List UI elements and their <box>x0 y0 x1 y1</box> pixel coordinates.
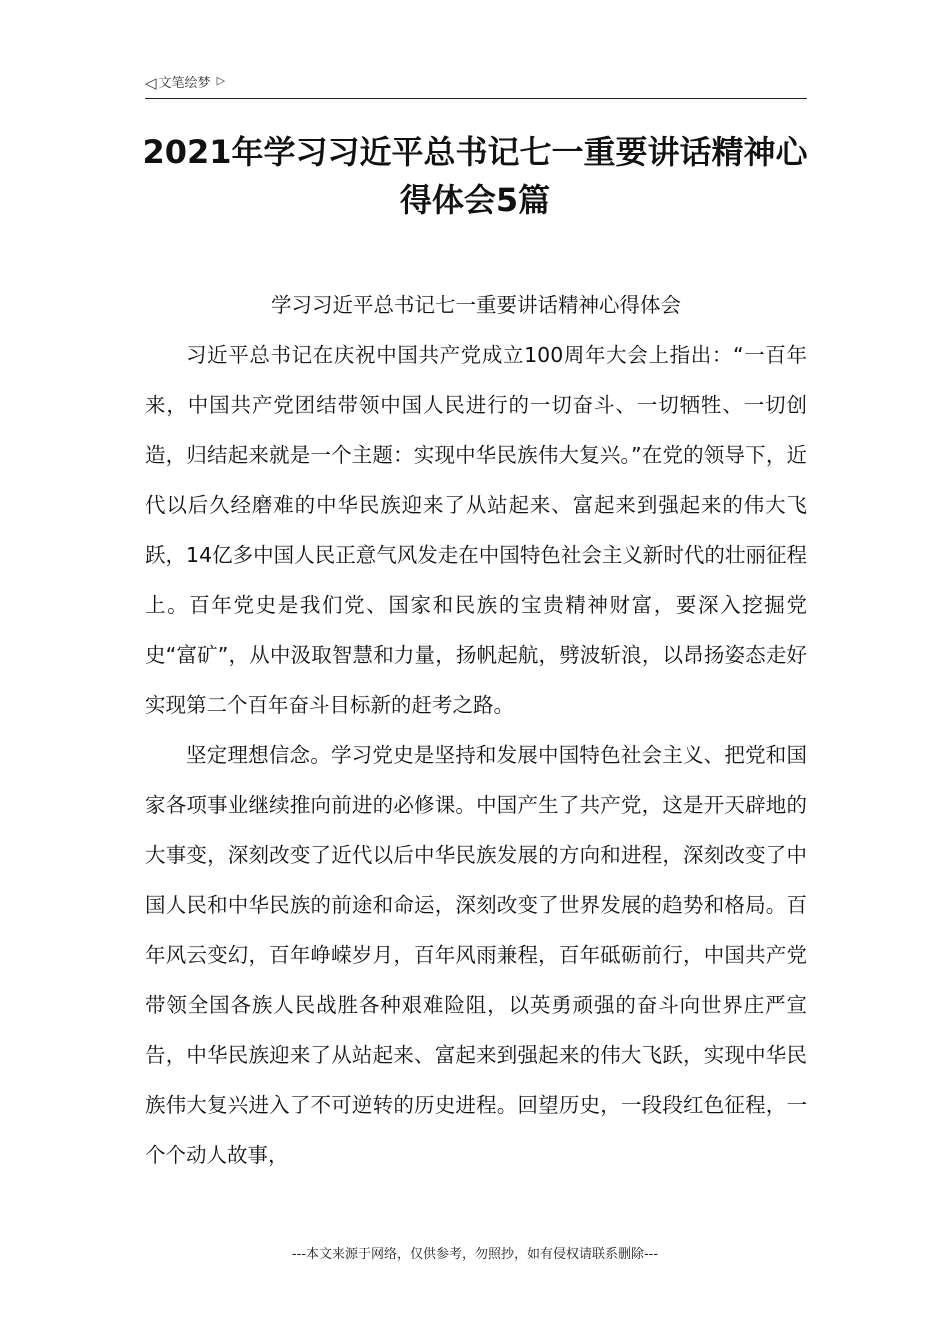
page-header <box>145 72 807 99</box>
footer-disclaimer: ---本文来源于网络，仅供参考，勿照抄，如有侵权请联系删除--- <box>291 1247 659 1262</box>
brand-label: 文笔绘梦 <box>158 76 211 91</box>
body-paragraph-2: 坚定理想信念。学习党史是坚持和发展中国特色社会主义、把党和国家各项事业继续推向前进的必修课。中国产生了共产党，这是开天辟地的大事变，深刻改变了近代以后中华民族发展的方向和进程，深刻改变了中国人民和中华民族的前途和命运，深刻改变了世界发展的趋势和格局。百年风云变幻，百年峥嵘岁月，百年风雨兼程，百年砥砺前行，中国共产党带领全国各族人民战胜各种艰难险阻，以英勇顽强的奋斗向世界庄严宣告，中华民族迎来了从站起来、富起来到强起来的伟大飞跃，实现中华民族伟大复兴进入了不可逆转的历史进程。回望历史，一段段红色征程，一个个动人故事， <box>145 743 807 1167</box>
document-subtitle: 学习习近平总书记七一重要讲话精神心得体会 <box>271 293 681 317</box>
triangle-right-icon: ▷ <box>216 74 226 87</box>
triangle-left-icon: ◁ <box>145 74 157 92</box>
body-paragraph-1: 习近平总书记在庆祝中国共产党成立100周年大会上指出：“一百年来，中国共产党团结带领中国人民进行的一切奋斗、一切牺牲、一切创造，归结起来就是一个主题：实现中华民族伟大复兴。”在党的领导下，近代以后久经磨难的中华民族迎来了从站起来、富起来到强起来的伟大飞跃，14亿多中国人民正意气风发走在中国特色社会主义新时代的壮丽征程上。百年党史是我们党、国家和民族的宝贵精神财富，要深入挖掘党史“富矿”，从中汲取智慧和力量，扬帆起航，劈波斩浪，以昂扬姿态走好实现第二个百年奋斗目标新的赶考之路。 <box>145 343 807 717</box>
document-body <box>145 280 807 1180</box>
document-title: 2021年学习习近平总书记七一重要讲话精神心得体会5篇 <box>142 133 808 219</box>
